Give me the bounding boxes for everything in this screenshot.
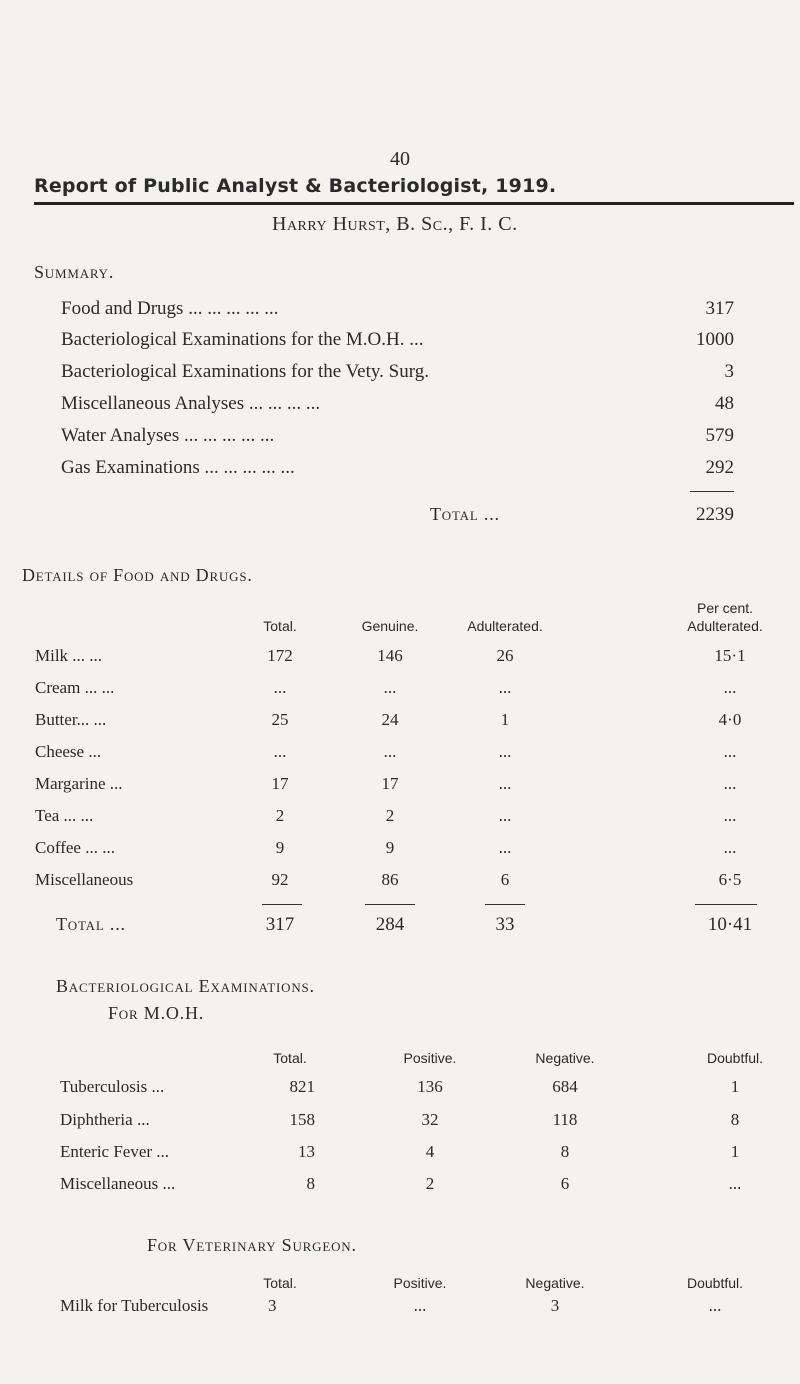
summary-total-label: Total ... (430, 504, 500, 524)
cell-doubtful: 1 (730, 1077, 740, 1096)
cell-adulterated: 26 (496, 646, 514, 665)
cell-negative: 118 (552, 1110, 578, 1129)
summary-item-value: 3 (724, 361, 734, 382)
cell-total: 2 (275, 806, 285, 825)
cell-positive: ... (413, 1296, 427, 1315)
row-label: Enteric Fever ... (60, 1142, 170, 1161)
summary-item-label: Bacteriological Examinations for the Vety. Surg. (61, 361, 429, 382)
cell-adulterated: ... (498, 806, 512, 825)
cell-negative: 6 (560, 1174, 570, 1193)
cell-total: 8 (306, 1174, 315, 1193)
summary-item-value: 579 (705, 425, 734, 446)
row-label: Miscellaneous (35, 870, 134, 889)
total-rule (695, 904, 757, 905)
summary-item-label: Food and Drugs ... ... ... ... ... (61, 298, 279, 319)
cell-negative: 684 (552, 1077, 578, 1096)
vet-col-positive: Positive. (393, 1275, 447, 1291)
cell-percent: 6·5 (718, 870, 742, 889)
summary-item-label: Gas Examinations ... ... ... ... ... (61, 457, 295, 478)
cell-genuine: ... (383, 678, 397, 697)
total-rule (485, 904, 525, 905)
cell-percent: ... (723, 678, 737, 697)
cell-adulterated: ... (498, 678, 512, 697)
vet-heading: For Veterinary Surgeon. (147, 1235, 357, 1255)
row-label: Miscellaneous ... (60, 1174, 176, 1193)
summary-item-value: 48 (715, 393, 734, 414)
cell-genuine: 17 (381, 774, 399, 793)
summary-item-value: 292 (705, 457, 734, 478)
bact-heading: Bacteriological Examinations. (56, 976, 315, 996)
cell-adulterated: ... (498, 742, 512, 761)
page-number: 40 (390, 148, 410, 170)
cell-adulterated: 33 (495, 914, 515, 935)
row-label: Tea ... ... (35, 806, 94, 825)
cell-genuine: ... (383, 742, 397, 761)
summary-item-label: Miscellaneous Analyses ... ... ... ... (61, 393, 321, 414)
food-col-genuine: Genuine. (361, 618, 419, 634)
cell-doubtful: ... (728, 1174, 742, 1193)
food-heading: Details of Food and Drugs. (22, 565, 253, 585)
cell-positive: 2 (425, 1174, 435, 1193)
summary-item-value: 1000 (696, 329, 734, 350)
cell-genuine: 2 (385, 806, 395, 825)
cell-percent: 4·0 (718, 710, 742, 729)
cell-genuine: 9 (385, 838, 395, 857)
cell-percent: 10·41 (707, 914, 753, 935)
row-label: Butter... ... (35, 710, 107, 729)
cell-total: 25 (271, 710, 289, 729)
row-label: Tuberculosis ... (60, 1077, 165, 1096)
cell-positive: 136 (417, 1077, 443, 1096)
cell-total: 158 (289, 1110, 315, 1129)
cell-percent: 15·1 (714, 646, 746, 665)
report-title: Report of Public Analyst & Bacteriologist, 1919. (34, 175, 557, 197)
cell-adulterated: ... (498, 838, 512, 857)
food-col-adulterated: Adulterated. (467, 618, 543, 634)
vet-col-negative: Negative. (525, 1275, 585, 1291)
cell-total: 821 (289, 1077, 315, 1096)
cell-positive: 32 (421, 1110, 439, 1129)
row-label: Coffee ... ... (35, 838, 115, 857)
summary-heading: Summary. (34, 262, 115, 282)
summary-item-value: 317 (705, 298, 734, 319)
vet-col-doubtful: Doubtful. (686, 1275, 744, 1291)
cell-total: 3 (268, 1296, 277, 1315)
total-rule (262, 904, 302, 905)
author: Harry Hurst, B. Sc., F. I. C. (272, 213, 518, 235)
row-label: Margarine ... (35, 774, 123, 793)
cell-total: 317 (265, 914, 295, 935)
cell-total: ... (273, 742, 287, 761)
cell-adulterated: 1 (500, 710, 510, 729)
cell-positive: 4 (425, 1142, 435, 1161)
cell-total: 13 (298, 1142, 315, 1161)
cell-doubtful: 8 (730, 1110, 740, 1129)
cell-total: ... (273, 678, 287, 697)
title-rule (34, 202, 794, 205)
total-rule (365, 904, 415, 905)
cell-genuine: 284 (375, 914, 405, 935)
summary-total-value: 2239 (696, 504, 734, 525)
cell-genuine: 24 (381, 710, 399, 729)
cell-negative: 8 (560, 1142, 570, 1161)
cell-negative: 3 (550, 1296, 560, 1315)
bact-col-positive: Positive. (403, 1050, 457, 1066)
cell-doubtful: 1 (730, 1142, 740, 1161)
cell-adulterated: ... (498, 774, 512, 793)
cell-doubtful: ... (708, 1296, 722, 1315)
total-label: Total ... (56, 914, 126, 934)
cell-percent: ... (723, 742, 737, 761)
row-label: Milk ... ... (35, 646, 103, 665)
bact-col-negative: Negative. (535, 1050, 595, 1066)
cell-total: 92 (271, 870, 289, 889)
cell-total: 9 (275, 838, 285, 857)
summary-total-rule (690, 491, 734, 492)
food-col-total: Total. (263, 618, 297, 634)
food-col-percent-sub: Adulterated. (687, 618, 763, 634)
cell-genuine: 146 (377, 646, 403, 665)
bact-subheading: For M.O.H. (108, 1003, 205, 1023)
row-label: Milk for Tuberculosis (60, 1296, 209, 1315)
row-label: Cheese ... (35, 742, 102, 761)
vet-col-total: Total. (263, 1275, 297, 1291)
row-label: Cream ... ... (35, 678, 115, 697)
cell-total: 172 (267, 646, 293, 665)
cell-percent: ... (723, 774, 737, 793)
cell-percent: ... (723, 838, 737, 857)
row-label: Diphtheria ... (60, 1110, 150, 1129)
bact-col-doubtful: Doubtful. (706, 1050, 764, 1066)
cell-adulterated: 6 (500, 870, 510, 889)
summary-item-label: Bacteriological Examinations for the M.O.H. ... (61, 329, 424, 350)
cell-percent: ... (723, 806, 737, 825)
summary-item-label: Water Analyses ... ... ... ... ... (61, 425, 275, 446)
cell-total: 17 (271, 774, 289, 793)
bact-col-total: Total. (273, 1050, 307, 1066)
cell-genuine: 86 (381, 870, 399, 889)
food-col-percent: Per cent. (696, 600, 754, 616)
